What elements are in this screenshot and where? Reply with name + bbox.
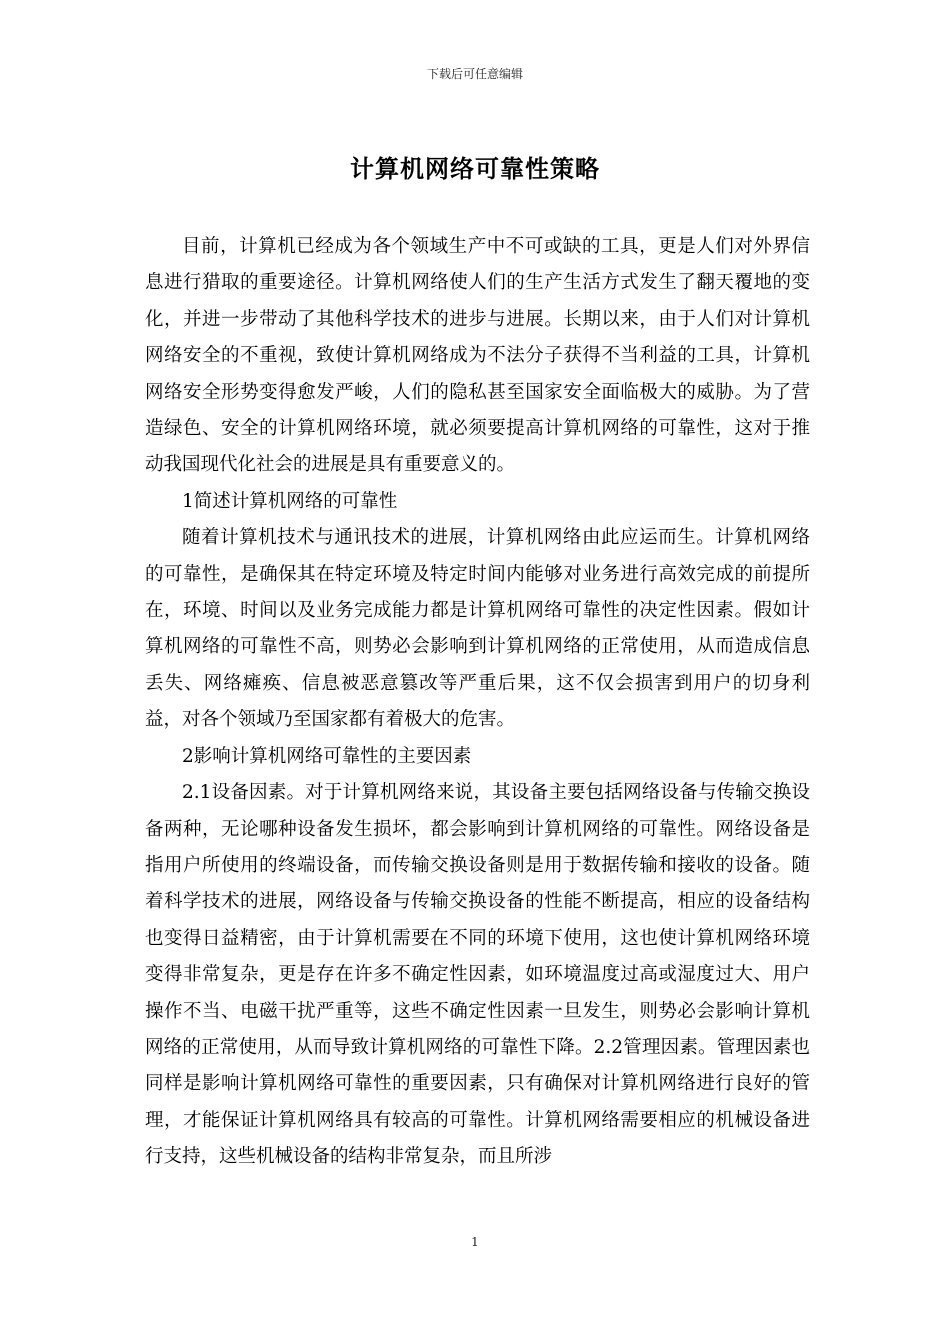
section-heading: 1简述计算机网络的可靠性 — [182, 490, 398, 512]
body-paragraph: 2.1设备因素。对于计算机网络来说，其设备主要包括网络设备与传输交换设备两种，无论哪种设备发生损坏，都会影响到计算机网络的可靠性。网络设备是指用户所使用的终端设备，而传输交换设备则是用于数据传输和接收的设备。随着科学技术的进展，网络设备与传输交换设备的性能不断提高，相应的设备结构也变得日益精密，由于计算机需要在不同的环境下使用，这也使计算机网络环境变得非常复杂，更是存在许多不确定性因素，如环境温度过高或湿度过大、用户操作不当、电磁干扰严重等，这些不确定性因素一旦发生，则势必会影响计算机网络的正常使用，从而导致计算机网络的可靠性下降。2.2管理因素。管理因素也同样是影响计算机网络可靠性的重要因素，只有确保对计算机网络进行良好的管理，才能保证计算机网络具有较高的可靠性。计算机网络需要相应的机械设备进行支持，这些机械设备的结构非常复杂，而且所涉 — [145, 782, 810, 1168]
page-header: 下载后可任意编辑 — [426, 67, 523, 81]
body-paragraph: 目前，计算机已经成为各个领域生产中不可或缺的工具，更是人们对外界信息进行猎取的重要途径。计算机网络使人们的生产生活方式发生了翻天覆地的变化，并进一步带动了其他科学技术的进步与进展。长期以来，由于人们对计算机网络安全的不重视，致使计算机网络成为不法分子获得不当利益的工具，计算机网络安全形势变得愈发严峻，人们的隐私甚至国家安全面临极大的威胁。为了营造绿色、安全的计算机网络环境，就必须要提高计算机网络的可靠性，这对于推动我国现代化社会的进展是具有重要意义的。 — [145, 236, 810, 476]
page-number: 1 — [471, 1235, 479, 1249]
body-paragraph: 随着计算机技术与通讯技术的进展，计算机网络由此应运而生。计算机网络的可靠性，是确保其在特定环境及特定时间内能够对业务进行高效完成的前提所在，环境、时间以及业务完成能力都是计算机网络可靠性的决定性因素。假如计算机网络的可靠性不高，则势必会影响到计算机网络的正常使用，从而造成信息丢失、网络瘫痪、信息被恶意篡改等严重后果，这不仅会损害到用户的切身利益，对各个领域乃至国家都有着极大的危害。 — [145, 527, 810, 731]
section-heading: 2影响计算机网络可靠性的主要因素 — [182, 745, 472, 767]
document-body — [145, 229, 810, 1176]
document-title: 计算机网络可靠性策略 — [350, 154, 600, 183]
